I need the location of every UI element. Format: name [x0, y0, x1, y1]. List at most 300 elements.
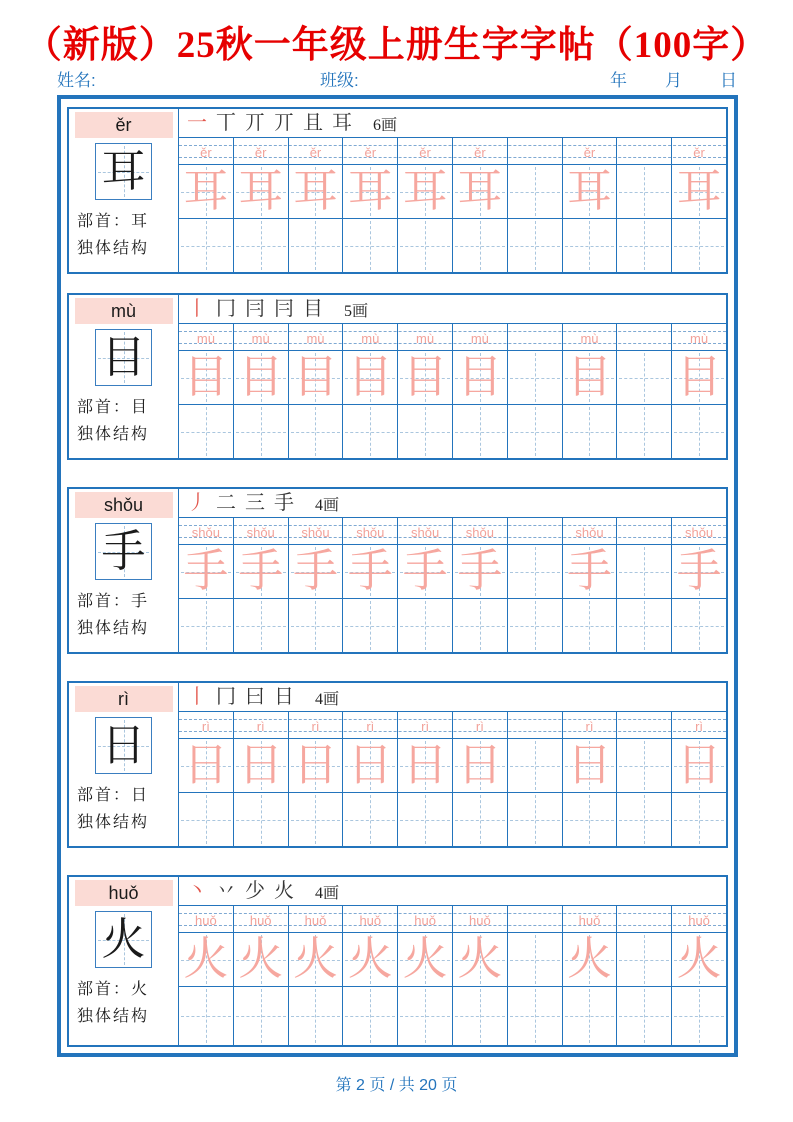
pinyin-label: rì — [75, 686, 173, 712]
pinyin-trace-text: rì — [311, 718, 320, 734]
practice-character: 目 — [238, 352, 284, 402]
practice-cell — [179, 324, 234, 350]
stroke-step: 丌 — [245, 112, 265, 134]
practice-cell — [453, 351, 508, 404]
practice-cell — [179, 793, 234, 846]
practice-cell — [508, 793, 563, 846]
practice-cell — [234, 518, 289, 544]
radical-label: 部首：目 — [77, 399, 150, 416]
practice-cell — [617, 138, 672, 164]
character-practice-row — [179, 932, 726, 986]
practice-character: 手 — [238, 546, 284, 596]
stroke-order-row — [179, 295, 726, 323]
practice-character: 耳 — [183, 166, 229, 216]
practice-cell — [453, 987, 508, 1045]
practice-cell — [508, 165, 563, 218]
pinyin-trace-text: huǒ — [195, 912, 217, 928]
practice-cell — [289, 933, 344, 986]
stroke-step: 丨 — [187, 686, 207, 708]
date-labels — [610, 66, 737, 91]
practice-cell — [289, 739, 344, 792]
practice-cell — [508, 933, 563, 986]
practice-grid — [179, 109, 726, 272]
practice-character: 日 — [566, 740, 612, 790]
practice-cell — [234, 165, 289, 218]
practice-character: 耳 — [402, 166, 448, 216]
practice-cell — [563, 987, 618, 1045]
practice-cell — [508, 712, 563, 738]
character-display-box — [95, 717, 152, 774]
pinyin-trace-text: ěr — [309, 144, 322, 160]
character-practice-row — [179, 544, 726, 598]
character-info-panel — [69, 489, 179, 652]
character-display-box — [95, 523, 152, 580]
stroke-step: 二 — [216, 492, 236, 514]
character-display-box — [95, 911, 152, 968]
practice-grid — [179, 295, 726, 458]
practice-cell — [617, 351, 672, 404]
practice-cell — [234, 405, 289, 458]
pinyin-trace-text: huǒ — [249, 912, 272, 928]
stroke-count: 4画 — [315, 884, 340, 902]
practice-cell — [617, 219, 672, 272]
radical-label: 部首：手 — [77, 593, 150, 610]
practice-character: 目 — [183, 352, 229, 402]
practice-cell — [563, 351, 618, 404]
stroke-step: 日 — [274, 686, 294, 708]
practice-character: 耳 — [457, 166, 503, 216]
character-info-panel — [69, 683, 179, 846]
pinyin-trace-text: mù — [580, 330, 599, 346]
practice-cell — [179, 545, 234, 598]
empty-practice-row — [179, 598, 726, 652]
practice-cell — [508, 545, 563, 598]
practice-cell — [398, 545, 453, 598]
stroke-step: 丅 — [216, 112, 236, 134]
practice-cell — [343, 351, 398, 404]
practice-character: 日 — [238, 740, 284, 790]
practice-cell — [453, 599, 508, 652]
stroke-order-row — [179, 109, 726, 137]
practice-cell — [234, 324, 289, 350]
pinyin-trace-text: shǒu — [246, 524, 275, 540]
structure-label: 独体结构 — [77, 240, 150, 257]
practice-cell — [289, 165, 344, 218]
practice-cell — [453, 165, 508, 218]
practice-cell — [343, 712, 398, 738]
practice-cell — [343, 518, 398, 544]
page-title: （新版）25秋一年级上册生字字帖（100字） — [24, 25, 769, 66]
pinyin-trace-text: huǒ — [469, 912, 491, 928]
practice-cell — [508, 987, 563, 1045]
practice-cell — [398, 933, 453, 986]
practice-cell — [563, 712, 618, 738]
practice-cell — [343, 545, 398, 598]
practice-cell — [563, 793, 618, 846]
pinyin-practice-row — [179, 905, 726, 932]
pinyin-trace-text: huǒ — [414, 912, 436, 928]
practice-cell — [234, 712, 289, 738]
practice-cell — [672, 933, 726, 986]
practice-cell — [289, 138, 344, 164]
character-glyph: 火 — [101, 914, 146, 964]
practice-cell — [343, 739, 398, 792]
pinyin-trace-text: rì — [201, 718, 210, 734]
practice-character: 日 — [457, 740, 503, 790]
stroke-step: 丿 — [187, 492, 207, 514]
practice-character: 火 — [402, 934, 448, 984]
pinyin-practice-row — [179, 517, 726, 544]
practice-character: 耳 — [676, 166, 722, 216]
practice-cell — [289, 324, 344, 350]
empty-practice-row — [179, 986, 726, 1045]
pinyin-trace-text: huǒ — [359, 912, 382, 928]
practice-cell — [343, 793, 398, 846]
practice-cell — [398, 906, 453, 932]
practice-cell — [179, 518, 234, 544]
pinyin-trace-text: ěr — [583, 144, 596, 160]
pinyin-label: mù — [75, 298, 173, 324]
practice-cell — [234, 545, 289, 598]
pinyin-trace-text: ěr — [254, 144, 267, 160]
stroke-step: 曰 — [245, 686, 265, 708]
practice-cell — [343, 138, 398, 164]
stroke-order-row — [179, 489, 726, 517]
day-label: 日 — [720, 71, 737, 90]
practice-character: 日 — [183, 740, 229, 790]
class-label: 班级: — [320, 71, 359, 90]
pinyin-trace-text: huǒ — [688, 912, 710, 928]
empty-practice-row — [179, 792, 726, 846]
pinyin-trace-text: rì — [585, 718, 594, 734]
practice-cell — [179, 138, 234, 164]
practice-cell — [508, 351, 563, 404]
practice-cell — [617, 599, 672, 652]
pinyin-trace-text: shǒu — [410, 524, 440, 540]
pinyin-practice-row — [179, 323, 726, 350]
practice-cell — [563, 545, 618, 598]
structure-label: 独体结构 — [77, 426, 150, 443]
practice-character: 手 — [402, 546, 448, 596]
practice-cell — [234, 987, 289, 1045]
character-practice-row — [179, 738, 726, 792]
stroke-step: 且 — [303, 112, 323, 134]
practice-character: 火 — [457, 934, 503, 984]
character-display-box — [95, 329, 152, 386]
practice-character: 目 — [676, 352, 722, 402]
practice-character: 目 — [457, 352, 503, 402]
practice-cell — [672, 219, 726, 272]
practice-cell — [508, 518, 563, 544]
stroke-order-row — [179, 877, 726, 905]
pinyin-label: huǒ — [75, 880, 173, 906]
radical-label: 部首：日 — [77, 787, 150, 804]
practice-cell — [398, 599, 453, 652]
practice-cell — [563, 165, 618, 218]
stroke-step: 冃 — [274, 298, 294, 320]
practice-cell — [617, 987, 672, 1045]
practice-cell — [179, 712, 234, 738]
pinyin-practice-row — [179, 137, 726, 164]
practice-cell — [398, 351, 453, 404]
pinyin-trace-text: rì — [695, 718, 704, 734]
practice-cell — [617, 712, 672, 738]
pinyin-trace-text: mù — [470, 330, 489, 346]
practice-cell — [672, 987, 726, 1045]
page-footer: 第 2 页 / 共 20 页 — [335, 1077, 458, 1094]
practice-cell — [672, 405, 726, 458]
character-section-er — [67, 107, 728, 274]
practice-character: 日 — [347, 740, 393, 790]
pinyin-trace-text: shǒu — [575, 524, 604, 540]
stroke-step: 冂 — [216, 298, 236, 320]
practice-cell — [398, 405, 453, 458]
page-frame — [57, 95, 738, 1057]
practice-grid — [179, 683, 726, 846]
practice-cell — [398, 793, 453, 846]
practice-character: 手 — [292, 546, 338, 596]
practice-cell — [289, 518, 344, 544]
practice-character: 目 — [566, 352, 612, 402]
practice-cell — [234, 351, 289, 404]
practice-cell — [617, 739, 672, 792]
character-info-panel — [69, 877, 179, 1045]
practice-cell — [563, 906, 618, 932]
pinyin-trace-text: mù — [306, 330, 325, 346]
practice-cell — [179, 405, 234, 458]
practice-character: 日 — [402, 740, 448, 790]
pinyin-trace-text: shǒu — [191, 524, 220, 540]
practice-cell — [343, 599, 398, 652]
practice-character: 手 — [347, 546, 393, 596]
practice-cell — [289, 712, 344, 738]
practice-cell — [617, 324, 672, 350]
pinyin-label: shǒu — [75, 492, 173, 518]
pinyin-trace-text: rì — [421, 718, 430, 734]
practice-cell — [453, 545, 508, 598]
structure-label: 独体结构 — [77, 1008, 150, 1025]
practice-cell — [508, 906, 563, 932]
pinyin-trace-text: rì — [256, 718, 265, 734]
stroke-step: 冂 — [216, 686, 236, 708]
stroke-count: 4画 — [315, 496, 340, 514]
stroke-step: 三 — [245, 492, 265, 514]
practice-cell — [343, 987, 398, 1045]
practice-cell — [343, 405, 398, 458]
practice-cell — [672, 793, 726, 846]
practice-cell — [563, 739, 618, 792]
practice-cell — [289, 351, 344, 404]
practice-character: 耳 — [292, 166, 338, 216]
practice-cell — [672, 351, 726, 404]
practice-cell — [672, 324, 726, 350]
practice-cell — [343, 933, 398, 986]
practice-cell — [343, 906, 398, 932]
stroke-count: 4画 — [315, 690, 340, 708]
practice-cell — [617, 545, 672, 598]
practice-grid — [179, 489, 726, 652]
practice-cell — [508, 599, 563, 652]
practice-character: 手 — [183, 546, 229, 596]
practice-cell — [617, 933, 672, 986]
practice-cell — [453, 219, 508, 272]
pinyin-trace-text: ěr — [693, 144, 705, 160]
practice-cell — [453, 933, 508, 986]
pinyin-trace-text: huǒ — [578, 912, 601, 928]
practice-cell — [398, 165, 453, 218]
practice-cell — [617, 518, 672, 544]
practice-cell — [508, 138, 563, 164]
character-practice-row — [179, 350, 726, 404]
practice-cell — [508, 324, 563, 350]
stroke-step: 一 — [187, 112, 207, 134]
practice-cell — [672, 712, 726, 738]
character-glyph: 手 — [101, 526, 146, 576]
practice-cell — [453, 793, 508, 846]
practice-cell — [234, 906, 289, 932]
practice-cell — [179, 739, 234, 792]
practice-cell — [453, 739, 508, 792]
practice-character: 火 — [347, 934, 393, 984]
stroke-step: 手 — [274, 492, 294, 514]
practice-cell — [289, 405, 344, 458]
practice-character: 目 — [402, 352, 448, 402]
empty-practice-row — [179, 404, 726, 458]
practice-cell — [234, 933, 289, 986]
practice-grid — [179, 877, 726, 1045]
structure-label: 独体结构 — [77, 814, 150, 831]
pinyin-trace-text: ěr — [200, 144, 212, 160]
practice-cell — [508, 739, 563, 792]
name-label: 姓名: — [57, 71, 96, 90]
practice-cell — [563, 324, 618, 350]
character-info-panel — [69, 295, 179, 458]
practice-cell — [453, 324, 508, 350]
pinyin-trace-text: rì — [366, 718, 375, 734]
practice-cell — [343, 165, 398, 218]
character-glyph: 目 — [101, 332, 146, 382]
practice-cell — [672, 545, 726, 598]
stroke-step: 丨 — [187, 298, 207, 320]
empty-practice-row — [179, 218, 726, 272]
practice-character: 日 — [292, 740, 338, 790]
practice-cell — [179, 219, 234, 272]
header-row — [57, 66, 737, 92]
character-glyph: 日 — [101, 720, 146, 770]
practice-cell — [179, 165, 234, 218]
structure-label: 独体结构 — [77, 620, 150, 637]
stroke-step: 丶 — [187, 880, 207, 902]
practice-cell — [672, 906, 726, 932]
stroke-step: 丌 — [274, 112, 294, 134]
practice-cell — [453, 138, 508, 164]
practice-character: 火 — [183, 934, 229, 984]
pinyin-trace-text: ěr — [364, 144, 377, 160]
practice-cell — [672, 599, 726, 652]
practice-cell — [617, 793, 672, 846]
practice-cell — [398, 739, 453, 792]
character-section-ri — [67, 681, 728, 848]
practice-cell — [289, 219, 344, 272]
practice-character: 目 — [292, 352, 338, 402]
stroke-step: 耳 — [332, 112, 352, 134]
pinyin-practice-row — [179, 711, 726, 738]
practice-cell — [672, 138, 726, 164]
practice-cell — [398, 138, 453, 164]
practice-cell — [289, 599, 344, 652]
practice-cell — [563, 405, 618, 458]
practice-cell — [617, 165, 672, 218]
practice-cell — [234, 793, 289, 846]
practice-cell — [398, 987, 453, 1045]
character-glyph: 耳 — [101, 146, 146, 196]
stroke-step: 冃 — [245, 298, 265, 320]
practice-cell — [398, 219, 453, 272]
character-section-shou — [67, 487, 728, 654]
practice-character: 火 — [238, 934, 284, 984]
practice-cell — [234, 138, 289, 164]
practice-cell — [179, 906, 234, 932]
practice-cell — [289, 545, 344, 598]
practice-cell — [289, 793, 344, 846]
practice-character: 耳 — [347, 166, 393, 216]
practice-character: 手 — [676, 546, 722, 596]
pinyin-trace-text: ěr — [419, 144, 431, 160]
stroke-step: 目 — [303, 298, 323, 320]
practice-character: 耳 — [238, 166, 284, 216]
pinyin-trace-text: mù — [361, 330, 380, 346]
practice-cell — [179, 933, 234, 986]
practice-cell — [563, 933, 618, 986]
practice-cell — [508, 405, 563, 458]
pinyin-trace-text: mù — [416, 330, 435, 346]
month-label: 月 — [665, 71, 682, 90]
practice-cell — [343, 324, 398, 350]
practice-cell — [672, 739, 726, 792]
practice-cell — [563, 518, 618, 544]
practice-cell — [453, 906, 508, 932]
pinyin-trace-text: shǒu — [465, 524, 494, 540]
practice-character: 火 — [566, 934, 612, 984]
practice-cell — [234, 219, 289, 272]
practice-cell — [563, 219, 618, 272]
radical-label: 部首：耳 — [77, 213, 150, 230]
practice-cell — [179, 599, 234, 652]
practice-cell — [617, 405, 672, 458]
practice-cell — [398, 324, 453, 350]
radical-label: 部首：火 — [77, 981, 150, 998]
pinyin-trace-text: huǒ — [304, 912, 327, 928]
stroke-count: 6画 — [373, 116, 398, 134]
practice-cell — [453, 518, 508, 544]
practice-character: 耳 — [566, 166, 612, 216]
stroke-order-row — [179, 683, 726, 711]
pinyin-label: ěr — [75, 112, 173, 138]
practice-cell — [563, 599, 618, 652]
pinyin-trace-text: shǒu — [684, 524, 714, 540]
stroke-step: 少 — [245, 880, 265, 902]
practice-character: 手 — [457, 546, 503, 596]
pinyin-trace-text: rì — [475, 718, 484, 734]
practice-cell — [453, 712, 508, 738]
practice-cell — [179, 987, 234, 1045]
pinyin-trace-text: mù — [690, 330, 709, 346]
practice-cell — [672, 518, 726, 544]
character-info-panel — [69, 109, 179, 272]
character-section-mu — [67, 293, 728, 460]
pinyin-trace-text: ěr — [474, 144, 486, 160]
practice-cell — [343, 219, 398, 272]
